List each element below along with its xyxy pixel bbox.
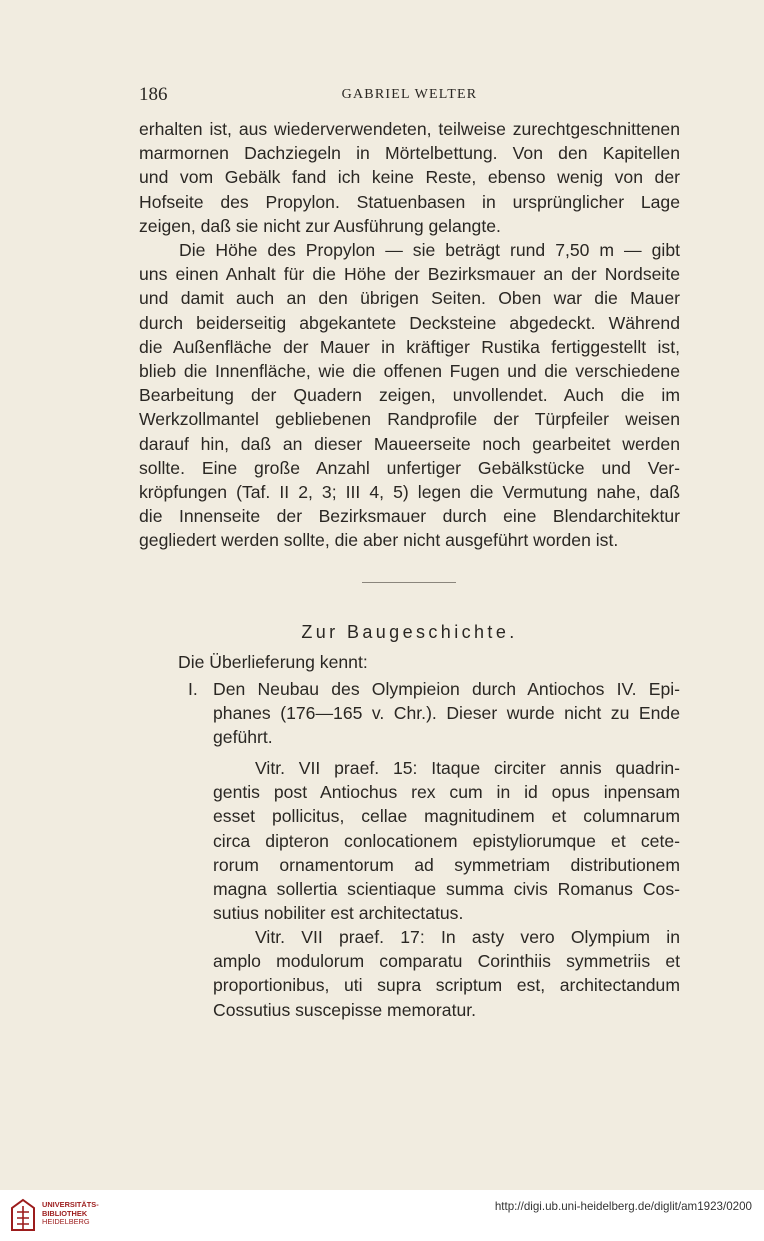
text-line: magna sollertia scientiaque summa civis Romanus Cos- (213, 878, 680, 899)
text-line: circa dipteron conlocationem epistyliorumque et cete- (213, 830, 680, 851)
text-line: geführt. (213, 727, 273, 748)
text-line: amplo modulorum comparatu Corinthiis symmetriis et (213, 951, 680, 972)
section-heading: Zur Baugeschichte. (301, 622, 518, 642)
text-line: kröpfungen (Taf. II 2, 3; III 4, 5) legen die Vermutung nahe, daß (139, 481, 680, 502)
quotation-2 (213, 925, 680, 1022)
running-head (139, 84, 680, 106)
text-line: darauf hin, daß an dieser Maueerseite noch gearbeitet werden (139, 433, 680, 454)
text-line: Die Höhe des Propylon — sie beträgt rund 7,50 m — gibt (179, 240, 680, 260)
text-line: marmornen Dachziegeln in Mörtelbettung. Von den Kapitellen (139, 143, 680, 164)
text-line: die Innenseite der Bezirksmauer durch eine Blendarchitektur (139, 506, 680, 527)
text-line: zeigen, daß sie nicht zur Ausführung gelangte. (139, 215, 501, 236)
footer-bar (0, 1190, 764, 1241)
text-line: und damit auch an den übrigen Seiten. Oben war die Mauer (139, 288, 680, 309)
text-line: proportionibus, uti supra scriptum est, architectandum (213, 975, 680, 996)
section-intro: Die Überlieferung kennt: (178, 652, 368, 672)
text-line: sollte. Eine große Anzahl unfertiger Gebälkstücke und Ver- (139, 457, 680, 478)
permalink[interactable]: http://digi.ub.uni-heidelberg.de/diglit/am1923/0200 (494, 1200, 752, 1213)
page-number: 186 (139, 84, 168, 105)
library-name-line: BIBLIOTHEK (42, 1208, 88, 1218)
text-line: esset pollicitus, cellae magnitudinem et columnarum (213, 806, 680, 827)
quotation-1 (213, 756, 680, 925)
library-name-line: HEIDELBERG (42, 1217, 90, 1227)
list-item-text (213, 677, 680, 750)
text-line: Werkzollmantel gebliebenen Randprofile der Türpfeiler weisen (139, 409, 680, 430)
text-line: rorum ornamentorum ad symmetriam distributionem (213, 854, 680, 875)
paragraph-2 (139, 238, 680, 552)
text-line: Vitr. VII praef. 17: In asty vero Olympium in (255, 927, 680, 947)
text-line: durch beiderseitig abgekantete Decksteine abgedeckt. Während (139, 312, 680, 333)
text-line: gentis post Antiochus rex cum in id opus inpensam (213, 782, 680, 803)
running-title: GABRIEL WELTER (341, 87, 478, 102)
text-line: phanes (176—165 v. Chr.). Dieser wurde nicht zu Ende (213, 703, 680, 724)
text-line: sutius nobiliter est architectatus. (213, 903, 464, 924)
text-line: gegliedert werden sollte, die aber nicht ausgeführt worden ist. (139, 530, 619, 551)
text-line: Vitr. VII praef. 15: Itaque circiter annis quadrin- (255, 758, 680, 778)
list-item-number: I. (188, 679, 198, 699)
text-line: Cossutius suscepisse memoratur. (213, 999, 477, 1020)
library-name (42, 1201, 99, 1227)
text-line: Den Neubau des Olympieion durch Antiochos IV. Epi- (213, 679, 680, 699)
text-line: uns einen Anhalt für die Höhe der Bezirksmauer an der Nordseite (139, 264, 680, 285)
text-line: erhalten ist, aus wiederverwendeten, teilweise zurechtgeschnittenen (139, 119, 680, 139)
section-divider (362, 582, 456, 583)
text-line: und vom Gebälk fand ich keine Reste, ebenso wenig von der (139, 167, 680, 188)
paragraph-1 (139, 117, 680, 238)
library-logo-icon (10, 1198, 36, 1232)
text-line: Hofseite des Propylon. Statuenbasen in ursprünglicher Lage (139, 191, 680, 212)
text-line: die Außenfläche der Mauer in kräftiger Rustika fertiggestellt ist, (139, 336, 680, 357)
text-line: Bearbeitung der Quadern zeigen, unvollendet. Auch die im (139, 385, 680, 406)
text-line: blieb die Innenfläche, wie die offenen Fugen und die verschiedene (139, 360, 680, 381)
library-name-line: UNIVERSITÄTS- (42, 1200, 99, 1209)
